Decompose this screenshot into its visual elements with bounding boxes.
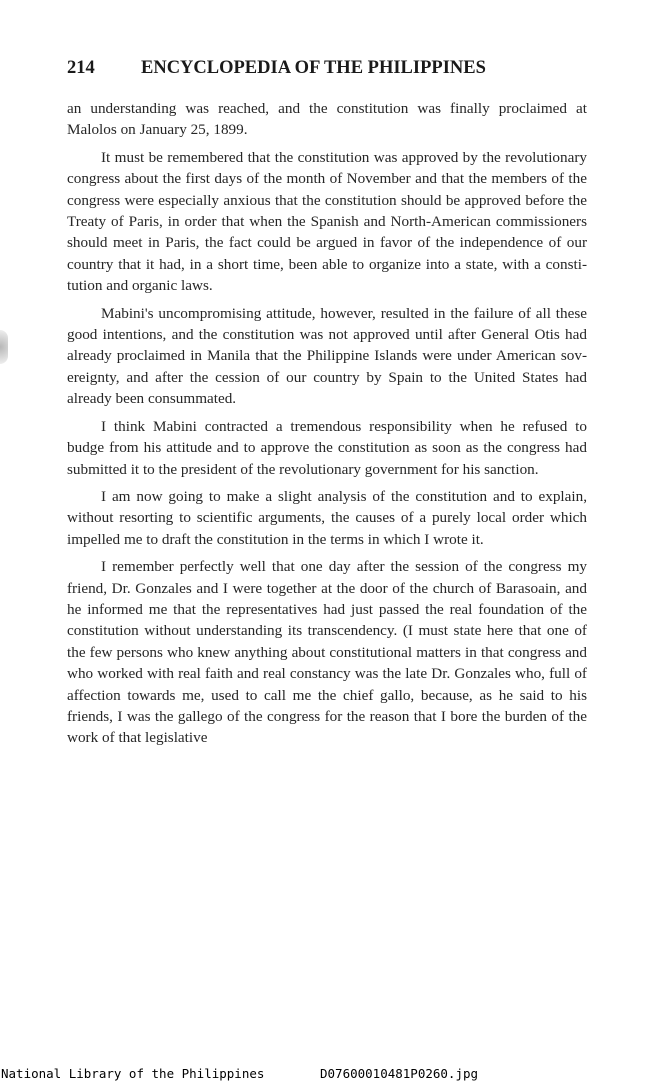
scan-footer xyxy=(0,1066,654,1081)
binding-edge-mark xyxy=(0,330,8,364)
paragraph: Mabini's uncompromising attitude, however, resulted in the failure of all these good intentions, and the constitution was not approved until after General Otis had already proclaimed in Manila that the Philippine Islands were under American sovereignty, and after the cession of our country by Spain to the United States had already been consummated. xyxy=(67,304,587,408)
paragraph: It must be remembered that the constitution was approved by the revolutionary congress about the first days of the month of November and that the members of the congress were especially anxious that the constitution should be approved before the Treaty of Paris, in order that when the Spanish and North-American commissioners should meet in Paris, the fact could be argued in favor of the independence of our country that it had, in a short time, been able to organize into a state, with a constitution and organic laws. xyxy=(67,148,587,295)
footer-filename: D07600010481P0260.jpg xyxy=(320,1066,479,1081)
body-text xyxy=(67,98,587,755)
running-title: ENCYCLOPEDIA OF THE PHILIPPINES xyxy=(141,58,486,78)
paragraph: I am now going to make a slight analysis of the constitution and to explain, without resorting to scientific arguments, the causes of a purely local order which impelled me to draft the constitution in the terms in which I wrote it. xyxy=(67,487,587,548)
footer-source: National Library of the Philippines xyxy=(1,1066,265,1081)
paragraph: I think Mabini contracted a tremendous responsibility when he refused to budge from his attitude and to approve the constitution as soon as the congress had submitted it to the president of the revolutionary government for his sanction. xyxy=(67,417,587,478)
paragraph: I remember perfectly well that one day after the session of the congress my friend, Dr. Gonzales and I were together at the door of the church of Barasoain, and he informed me that the representatives had just passed the real foundation of the constitution without understanding its transcendency. (I must state here that one of the few persons who knew anything about constitutional matters in that congress and who worked with real faith and real constancy was the late Dr. Gonzales who, full of affection towards me, used to call me the chief gallo, because, as he said to his friends, I was the gallego of the congress for the reason that I bore the burden of the work of that legislative xyxy=(67,558,587,747)
running-header xyxy=(67,58,592,79)
page-number: 214 xyxy=(67,58,95,78)
paragraph-continued: an understanding was reached, and the constitution was finally proclaimed at Malolos on January 25, 1899. xyxy=(67,100,587,139)
